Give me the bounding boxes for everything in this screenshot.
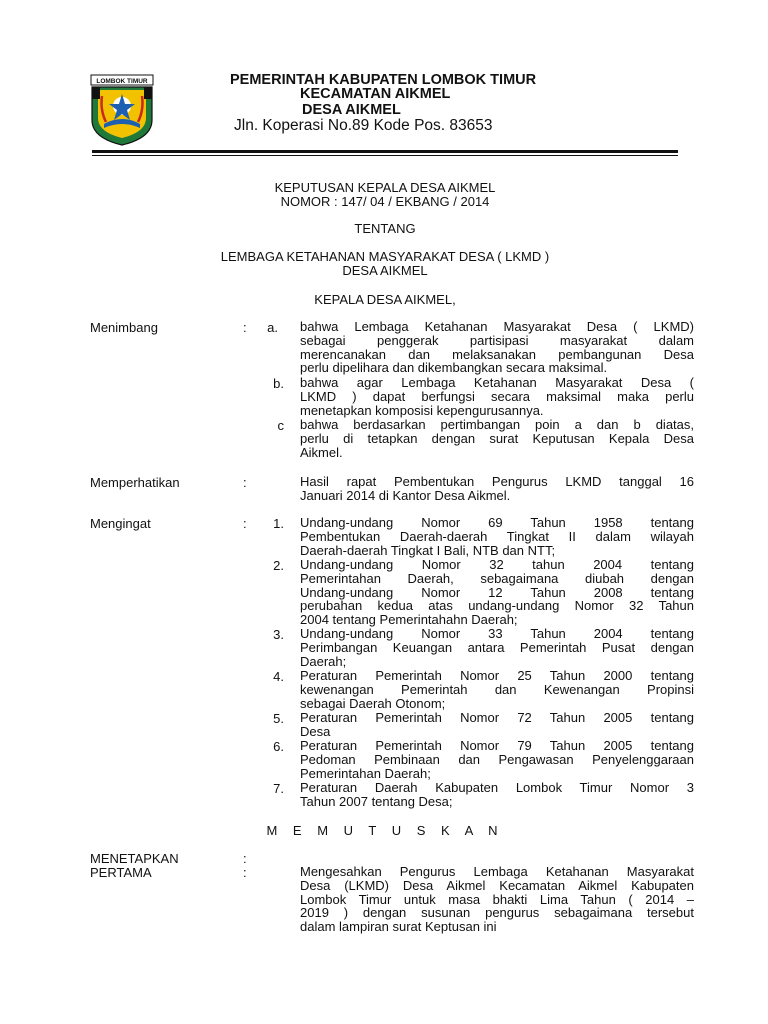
mengingat-item-5 xyxy=(300,711,694,739)
text-line: Lombok Timur untuk masa bhakti Lima Tahun ( 2014 – xyxy=(300,891,694,907)
decree-title: KEPUTUSAN KEPALA DESA AIKMEL xyxy=(274,180,496,195)
mengingat-mark-7: 7. xyxy=(273,781,284,796)
mengingat-item-4 xyxy=(300,669,694,710)
text-line: Aikmel. xyxy=(300,444,343,460)
mengingat-mark-2: 2. xyxy=(273,558,284,573)
mengingat-colon: : xyxy=(243,516,247,531)
text-line: Pemerintahan Daerah, sebagaimana diubah dengan xyxy=(300,570,694,586)
mengingat-mark-5: 5. xyxy=(273,711,284,726)
header-village: DESA AIKMEL xyxy=(302,102,401,118)
menimbang-item-a xyxy=(300,320,694,375)
pertama-colon: : xyxy=(243,865,247,880)
mengingat-mark-4: 4. xyxy=(273,669,284,684)
memperhatikan-colon: : xyxy=(243,475,247,490)
menimbang-item-b xyxy=(300,376,694,417)
memutuskan-heading: M E M U T U S K A N xyxy=(266,823,504,838)
decree-number: NOMOR : 147/ 04 / EKBANG / 2014 xyxy=(280,194,490,209)
menimbang-mark-b: b. xyxy=(273,376,284,391)
menimbang-item-c xyxy=(300,418,694,459)
text-line: Pedoman Pembinaan dan Pengawasan Penyelenggaraan xyxy=(300,751,694,767)
text-line: perlu di tetapkan dengan surat Keputusan Kepala Desa xyxy=(300,430,694,446)
menimbang-colon: : xyxy=(243,320,247,335)
text-line: menetapkan komposisi kepengurusannya. xyxy=(300,402,544,418)
menetapkan-colon: : xyxy=(243,851,247,866)
text-line: Peraturan Daerah Kabupaten Lombok Timur Nomor 3 xyxy=(300,780,694,795)
mengingat-item-6 xyxy=(300,739,694,780)
menimbang-mark-a: a. xyxy=(267,320,278,335)
header-district: KECAMATAN AIKMEL xyxy=(300,86,451,102)
mengingat-label: Mengingat xyxy=(90,516,151,531)
text-line: Daerah-daerah Tingkat I Bali, NTB dan NTT; xyxy=(300,542,556,558)
text-line: Peraturan Pemerintah Nomor 79 Tahun 2005 tentang xyxy=(300,738,694,753)
logo-text: LOMBOK TIMUR xyxy=(96,78,148,85)
text-line: Undang-undang Nomor 33 Tahun 2004 tentang xyxy=(300,626,694,641)
text-line: Peraturan Pemerintah Nomor 72 Tahun 2005 tentang xyxy=(300,710,694,725)
subject-line-2: DESA AIKMEL xyxy=(342,263,428,278)
signer-heading: KEPALA DESA AIKMEL, xyxy=(314,292,456,307)
mengingat-mark-6: 6. xyxy=(273,739,284,754)
subject-line-1: LEMBAGA KETAHANAN MASYARAKAT DESA ( LKMD ) xyxy=(220,249,550,264)
text-line: merencanakan dan melaksanakan pembangunan Desa xyxy=(300,346,694,362)
text-line: bahwa Lembaga Ketahanan Masyarakat Desa ( LKMD) xyxy=(300,319,694,334)
text-line: 2004 tentang Pemerintahahn Daerah; xyxy=(300,612,518,628)
pertama-label: PERTAMA xyxy=(90,865,152,880)
mengingat-item-2 xyxy=(300,558,694,627)
mengingat-mark-3: 3. xyxy=(273,627,284,642)
mengingat-item-3 xyxy=(300,627,694,668)
text-line: Hasil rapat Pembentukan Pengurus LKMD tanggal 16 xyxy=(300,474,694,489)
text-line: sebagai Daerah Otonom; xyxy=(300,695,446,711)
text-line: Perimbangan Keuangan antara Pemerintah Pusat dengan xyxy=(300,639,694,655)
header-divider-thin xyxy=(92,155,678,156)
menimbang-label: Menimbang xyxy=(90,320,158,335)
header-government: PEMERINTAH KABUPATEN LOMBOK TIMUR xyxy=(230,72,537,88)
text-line: Desa (LKMD) Desa Aikmel Kecamatan Aikmel Kabupaten xyxy=(300,877,694,893)
text-line: bahwa agar Lembaga Ketahanan Masyarakat Desa ( xyxy=(300,375,694,390)
header-address: Jln. Koperasi No.89 Kode Pos. 83653 xyxy=(234,117,493,134)
text-line: Tahun 2007 tentang Desa; xyxy=(300,793,453,809)
mengingat-mark-1: 1. xyxy=(273,516,284,531)
text-line: Desa xyxy=(300,723,331,739)
lombok-timur-logo xyxy=(90,74,154,146)
text-line: Undang-undang Nomor 69 Tahun 1958 tentang xyxy=(300,515,694,530)
tentang-heading: TENTANG xyxy=(354,221,416,236)
mengingat-item-7 xyxy=(300,781,694,809)
menetapkan-label: MENETAPKAN xyxy=(90,851,179,866)
text-line: Mengesahkan Pengurus Lembaga Ketahanan Masyarakat xyxy=(300,864,694,879)
text-line: kewenangan Pemerintah dan Kewenangan Propinsi xyxy=(300,681,694,697)
text-line: Undang-undang Nomor 32 tahun 2004 tentang xyxy=(300,557,694,572)
text-line: Undang-undang Nomor 12 Tahun 2008 tentang xyxy=(300,584,694,600)
text-line: Januari 2014 di Kantor Desa Aikmel. xyxy=(300,487,511,503)
text-line: Peraturan Pemerintah Nomor 25 Tahun 2000 tentang xyxy=(300,668,694,683)
coat-of-arms-icon xyxy=(90,74,154,146)
memperhatikan-label: Memperhatikan xyxy=(90,475,180,490)
text-line: 2019 ) dengan susunan pengurus sebagaimana tersebut xyxy=(300,905,694,921)
text-line: Pembentukan Daerah-daerah Tingkat II dalam wilayah xyxy=(300,528,694,544)
text-line: Daerah; xyxy=(300,653,347,669)
text-line: dalam lampiran surat Keptusan ini xyxy=(300,919,497,935)
mengingat-item-1 xyxy=(300,516,694,557)
menimbang-mark-c: c xyxy=(277,418,284,433)
text-line: perubahan kedua atas undang-undang Nomor 32 Tahun xyxy=(300,598,694,614)
text-line: sebagai penggerak partisipasi masyarakat dalam xyxy=(300,332,694,348)
memperhatikan-text xyxy=(300,475,694,503)
text-line: LKMD ) dapat berfungsi secara maksimal maka perlu xyxy=(300,388,694,404)
pertama-text xyxy=(300,865,694,934)
text-line: Pemerintahan Daerah; xyxy=(300,765,431,781)
header-divider-thick xyxy=(92,150,678,153)
text-line: perlu dipelihara dan dikembangkan secara maksimal. xyxy=(300,360,608,376)
text-line: bahwa berdasarkan pertimbangan poin a dan b diatas, xyxy=(300,417,694,432)
